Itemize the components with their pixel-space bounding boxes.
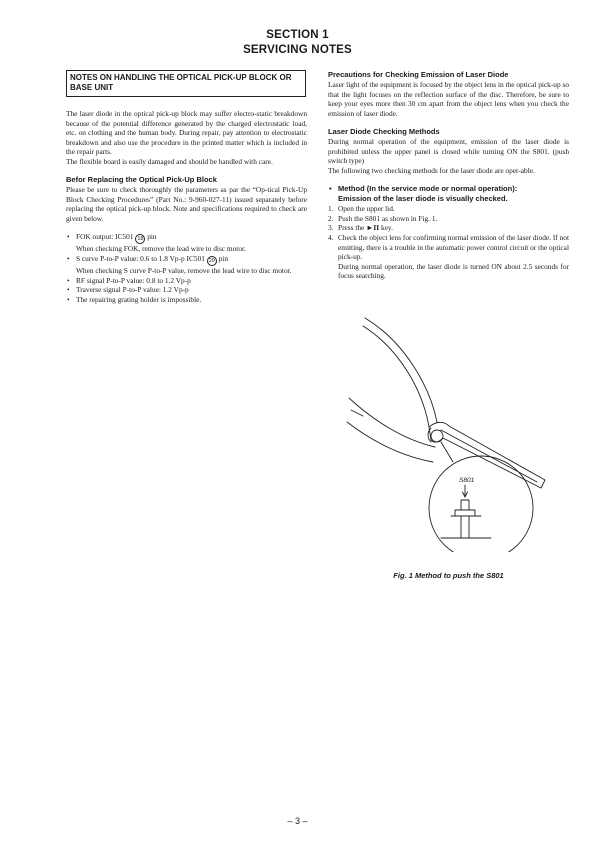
body-edge	[351, 410, 363, 416]
step-item: 1. Open the upper lid.	[328, 204, 395, 214]
step-item: 2. Push the S801 as shown in Fig. 1.	[328, 213, 438, 223]
methods-text-2: The following two checking methods for the laser diode are oper-able.	[328, 165, 535, 175]
lid-outline-inner	[363, 326, 429, 427]
spec-list	[66, 232, 307, 304]
step-item: 3. Press the ►II key.	[328, 223, 393, 233]
spec-sub-note: When checking S curve P-to-P value, remove the lead wire to disc motor.	[76, 266, 292, 276]
spec-item-grating: • The repairing grating holder is impossible.	[66, 295, 307, 305]
methods-heading: Laser Diode Checking Methods	[328, 127, 440, 137]
precautions-heading: Precautions for Checking Emission of Laser Diode	[328, 70, 509, 79]
step-item: 4. Check the object lens for confirming normal emission of the laser diode. If not emitting, there is a trouble in the automatic power control circuit or the optical pick-up. During normal operation, the laser diode is turned ON about 2.5 seconds for focus searching.	[328, 233, 569, 281]
steps-list	[328, 204, 569, 280]
section-heading	[0, 28, 595, 58]
play-pause-key-icon: ►II	[366, 223, 380, 233]
spec-item-fok: • FOK output: IC501 18 pin When checking FOK, remove the lead wire to disc motor.	[66, 232, 307, 254]
section-title: SERVICING NOTES	[243, 44, 352, 56]
spec-item-rf: • RF signal P-to-P value: 0.8 to 1.2 Vp-p	[66, 276, 307, 286]
intro-paragraph-2: The flexible board is easily damaged and should be handled with care.	[66, 156, 273, 166]
contact-circle	[431, 430, 443, 442]
leader-line	[441, 442, 453, 462]
before-replacing-text: Please be sure to check thoroughly the parameters as par the “Op-tical Pick-Up Block Checking Procedures” (Part No.: 9-960-027-11) issued separately before replacing the optical pick-up block. Note and specifications required to check are given below.	[66, 185, 307, 223]
circled-pin-number: 20	[208, 258, 215, 265]
spec-item-traverse: • Traverse signal P-to-P value: 1.2 Vp-p	[66, 285, 307, 295]
method-heading: • Method (In the service mode or normal operation): Emission of the laser diode is visually checked.	[328, 184, 569, 204]
spec-sub-note: When checking FOK, remove the lead wire to disc motor.	[76, 244, 246, 254]
circled-pin-number: 18	[137, 236, 144, 243]
figure-caption: Fig. 1 Method to push the S801	[393, 571, 504, 580]
pusher-tool-inner	[441, 430, 537, 482]
switch-button	[461, 500, 469, 510]
page-number: – 3 –	[287, 816, 308, 826]
body-outline	[349, 398, 435, 447]
switch-housing	[455, 510, 475, 516]
spec-item-scurve: • S curve P-to-P value: 0.6 to 1.8 Vp-p IC501 20 pin When checking S curve P-to-P value, remove the lead wire to disc motor.	[66, 254, 307, 276]
before-replacing-heading: Befor Replacing the Optical Pick-Up Block	[66, 175, 217, 185]
figure-label: S801	[459, 477, 475, 484]
lid-outline	[365, 318, 437, 422]
methods-text-1: During normal operation of the equipment, emission of the laser diode is prohibited unless the upper panel is closed while turning ON the S801. (push switch type)	[328, 137, 569, 166]
right-column	[328, 70, 569, 281]
s801-diagram	[345, 312, 565, 552]
intro-paragraph-1: The laser diode in the optical pick-up block may suffer electro-static breakdown because of the potential difference generated by the charged electrostatic load, etc. on clothing and the human body. During repair, pay attention to electrostatic breakdown and also use the procedure in the printed matter which is included in the repair parts.	[66, 109, 307, 157]
notes-box-title: NOTES ON HANDLING THE OPTICAL PICK-UP BLOCK OR BASE UNIT	[66, 70, 306, 97]
precautions-text: Laser light of the equipment is focused by the object lens in the optical pick-up so that the light focuses on the reflection surface of the disc. Therefore, be sure to keep your eyes more then 30 cm apart from the object lens when you check the emission of laser diode.	[328, 80, 569, 118]
left-column	[66, 70, 307, 304]
figure-1	[345, 312, 565, 552]
section-number: SECTION 1	[266, 29, 329, 41]
body-outline-lower	[347, 422, 433, 462]
